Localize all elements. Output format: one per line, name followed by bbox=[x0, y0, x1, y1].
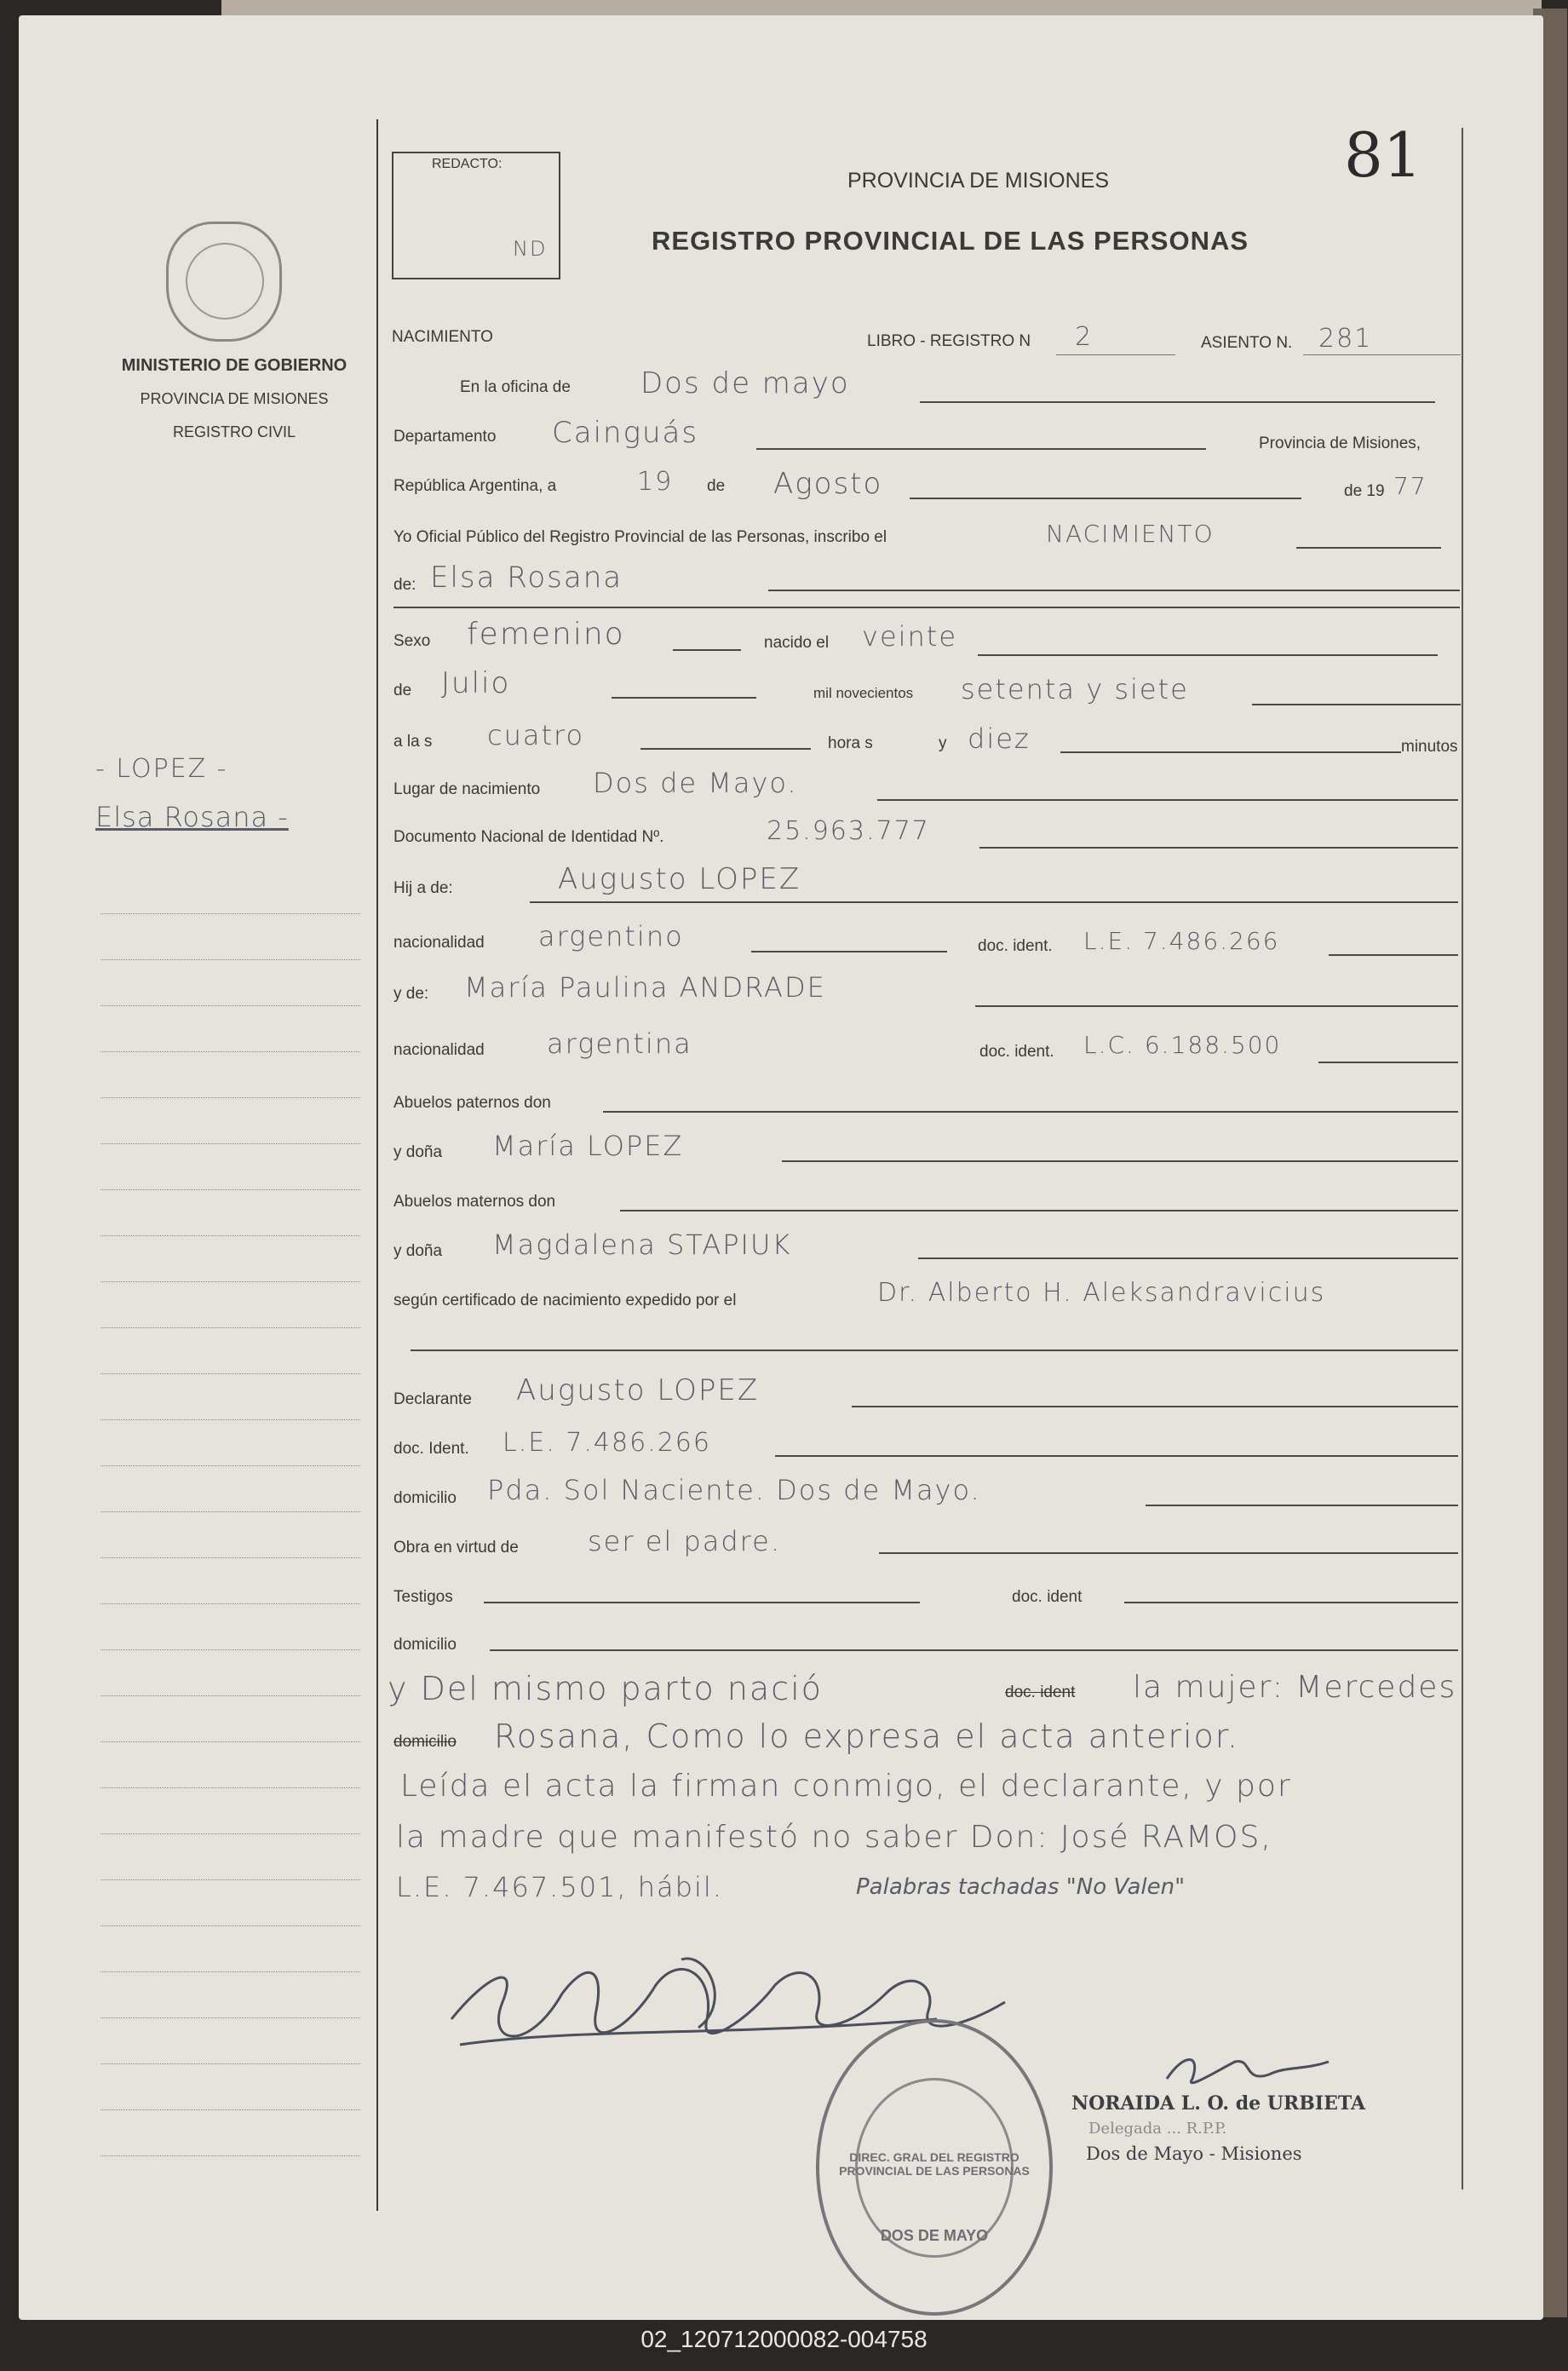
libro-label: LIBRO - REGISTRO N bbox=[867, 332, 1031, 350]
official-stamp bbox=[816, 2019, 1053, 2316]
yde-label: y de: bbox=[393, 985, 429, 1003]
madre-value: María Paulina ANDRADE bbox=[464, 971, 826, 1004]
oficial-value: NACIMIENTO bbox=[1046, 520, 1215, 548]
testigos-label: Testigos bbox=[393, 1588, 453, 1606]
margin-dotted-line bbox=[101, 1005, 360, 1006]
margin-dotted-line bbox=[101, 1971, 360, 1972]
year-value: 77 bbox=[1393, 472, 1427, 500]
lugar-label: Lugar de nacimiento bbox=[393, 780, 541, 798]
margin-dotted-line bbox=[101, 1695, 360, 1696]
note-line-1b: la mujer: Mercedes bbox=[1133, 1670, 1457, 1705]
domicilio-label: domicilio bbox=[393, 1489, 457, 1507]
left-rule bbox=[376, 119, 378, 2211]
margin-dotted-line bbox=[101, 1097, 360, 1098]
declarante-label: Declarante bbox=[393, 1390, 472, 1408]
margin-dotted-line bbox=[101, 1511, 360, 1512]
margin-surname: - LOPEZ - bbox=[95, 754, 228, 784]
redacto-initials: ND bbox=[513, 237, 548, 261]
margin-dotted-line bbox=[101, 1281, 360, 1282]
image-caption: 02_120712000082-004758 bbox=[640, 2326, 928, 2352]
margin-dotted-line bbox=[101, 913, 360, 914]
departamento-value: Cainguás bbox=[552, 416, 699, 450]
header-title: REGISTRO PROVINCIAL DE LAS PERSONAS bbox=[652, 226, 1249, 256]
abuela-pat-value: María LOPEZ bbox=[492, 1130, 684, 1162]
redacto-label: REDACTO: bbox=[432, 157, 503, 171]
note-line-1: y Del mismo parto nació bbox=[388, 1670, 823, 1707]
margin-dotted-line bbox=[101, 1787, 360, 1788]
madre-doc-value: L.C. 6.188.500 bbox=[1083, 1031, 1282, 1059]
dni-label: Documento Nacional de Identidad Nº. bbox=[393, 828, 664, 846]
certificado-label: según certificado de nacimiento expedido por el bbox=[393, 1292, 737, 1309]
margin-dotted-line bbox=[101, 1649, 360, 1650]
hora-value: cuatro bbox=[487, 719, 585, 751]
hora-label: hora s bbox=[828, 734, 873, 752]
note-line-5: L.E. 7.467.501, hábil. bbox=[396, 1871, 723, 1903]
margin-dotted-line bbox=[101, 1327, 360, 1328]
official-place: Dos de Mayo - Misiones bbox=[1086, 2144, 1302, 2164]
de-label: de bbox=[707, 477, 726, 495]
header-province: PROVINCIA DE MISIONES bbox=[847, 169, 1110, 193]
hijo-label: Hij a de: bbox=[393, 879, 453, 897]
official-name: NORAIDA L. O. de URBIETA bbox=[1071, 2092, 1366, 2115]
republica-label: República Argentina, a bbox=[393, 477, 557, 495]
margin-dotted-line bbox=[101, 2155, 360, 2156]
margin-dotted-line bbox=[101, 1235, 360, 1236]
margin-dotted-line bbox=[101, 1741, 360, 1742]
padre-nac-value: argentino bbox=[538, 920, 684, 952]
margin-dotted-line bbox=[101, 2017, 360, 2018]
margin-dotted-line bbox=[101, 1189, 360, 1190]
abuelos-mat-label: Abuelos maternos don bbox=[393, 1193, 556, 1211]
provincia-label: Provincia de Misiones, bbox=[1259, 434, 1422, 452]
margin-dotted-line bbox=[101, 1143, 360, 1144]
madre-nac-label: nacionalidad bbox=[393, 1041, 485, 1059]
ministry-office: REGISTRO CIVIL bbox=[172, 423, 296, 440]
struck-docident: doc. ident bbox=[1005, 1683, 1076, 1701]
abuela-mat-label: y doña bbox=[393, 1242, 443, 1260]
page-number: 81 bbox=[1344, 119, 1422, 191]
margin-dotted-line bbox=[101, 1603, 360, 1604]
mil-value: setenta y siete bbox=[961, 673, 1189, 705]
abuelos-pat-label: Abuelos paternos don bbox=[393, 1094, 551, 1112]
oficina-value: Dos de mayo bbox=[640, 366, 850, 400]
nacido-label: nacido el bbox=[764, 634, 830, 652]
stamp-center: DOS DE MAYO bbox=[880, 2227, 989, 2244]
padre-value: Augusto LOPEZ bbox=[558, 862, 801, 896]
margin-given-name: Elsa Rosana - bbox=[95, 801, 289, 833]
testigos-doc-label: doc. ident bbox=[1012, 1588, 1083, 1606]
mil-label: mil novecientos bbox=[813, 685, 914, 701]
month-value: Agosto bbox=[773, 467, 883, 501]
departamento-label: Departamento bbox=[393, 428, 497, 446]
domicilio-value: Pda. Sol Naciente. Dos de Mayo. bbox=[487, 1474, 981, 1506]
oficial-label: Yo Oficial Público del Registro Provincial de las Personas, inscribo el bbox=[393, 528, 887, 546]
margin-dotted-line bbox=[101, 2109, 360, 2110]
struck-domicilio: domicilio bbox=[393, 1733, 457, 1751]
margin-dotted-line bbox=[101, 1925, 360, 1926]
alas-label: a la s bbox=[393, 733, 433, 751]
margin-dotted-line bbox=[101, 1373, 360, 1374]
margin-dotted-line bbox=[101, 2063, 360, 2064]
lugar-value: Dos de Mayo. bbox=[593, 767, 798, 799]
day-value: 19 bbox=[637, 467, 674, 497]
oficina-label: En la oficina de bbox=[460, 378, 571, 396]
margin-dotted-line bbox=[101, 1557, 360, 1558]
note-tail: Palabras tachadas "No Valen" bbox=[856, 1874, 1186, 1900]
madre-nac-value: argentina bbox=[547, 1027, 692, 1060]
asiento-label: ASIENTO N. bbox=[1201, 334, 1293, 352]
obra-label: Obra en virtud de bbox=[393, 1539, 519, 1557]
de-name-label: de: bbox=[393, 576, 416, 594]
de-month-label: de bbox=[393, 682, 412, 699]
libro-value: 2 bbox=[1075, 322, 1094, 352]
sexo-label: Sexo bbox=[393, 632, 431, 650]
decl-doc-label: doc. Ident. bbox=[393, 1440, 469, 1458]
minutos-label: minutos bbox=[1401, 738, 1458, 756]
year-label: de 19 bbox=[1344, 482, 1385, 500]
nacido-value: veinte bbox=[862, 620, 958, 653]
sexo-value: femenino bbox=[467, 617, 625, 652]
padre-nac-label: nacionalidad bbox=[393, 934, 485, 952]
margin-dotted-line bbox=[101, 959, 360, 960]
y-label: y bbox=[939, 734, 947, 752]
abuela-mat-value: Magdalena STAPIUK bbox=[492, 1229, 792, 1261]
declarante-value: Augusto LOPEZ bbox=[516, 1373, 760, 1407]
note-line-4: la madre que manifestó no saber Don: José RAMOS, bbox=[396, 1820, 1272, 1855]
note-line-2: Rosana, Como lo expresa el acta anterior. bbox=[494, 1718, 1239, 1755]
redacto-box bbox=[392, 152, 560, 279]
margin-dotted-line bbox=[101, 1465, 360, 1466]
domicilio2-label: domicilio bbox=[393, 1636, 457, 1654]
madre-doc-label: doc. ident. bbox=[979, 1043, 1054, 1061]
margin-dotted-line bbox=[101, 1879, 360, 1880]
abuela-pat-label: y doña bbox=[393, 1143, 443, 1161]
padre-doc-value: L.E. 7.486.266 bbox=[1083, 927, 1280, 955]
minutos-value: diez bbox=[968, 722, 1031, 755]
padre-doc-label: doc. ident. bbox=[978, 937, 1053, 955]
act-type-label: NACIMIENTO bbox=[392, 328, 493, 346]
margin-dotted-line bbox=[101, 1051, 360, 1052]
decl-doc-value: L.E. 7.486.266 bbox=[503, 1428, 711, 1458]
right-rule bbox=[1462, 128, 1463, 2190]
stamp-text: DIREC. GRAL DEL REGISTRO PROVINCIAL DE LAS PERSONAS bbox=[839, 2150, 1030, 2178]
margin-dotted-line bbox=[101, 1419, 360, 1420]
certificado-value: Dr. Alberto H. Aleksandravicius bbox=[877, 1278, 1326, 1308]
ministry-province: PROVINCIA DE MISIONES bbox=[140, 390, 329, 407]
asiento-value: 281 bbox=[1318, 324, 1373, 354]
ministry-title: MINISTERIO DE GOBIERNO bbox=[121, 356, 347, 375]
obra-value: ser el padre. bbox=[588, 1525, 781, 1557]
name-value: Elsa Rosana bbox=[430, 561, 623, 595]
dni-value: 25.963.777 bbox=[767, 816, 930, 846]
province-seal bbox=[166, 222, 282, 342]
official-signature bbox=[1158, 2045, 1346, 2096]
birth-month-value: Julio bbox=[441, 666, 511, 700]
margin-dotted-line bbox=[101, 1833, 360, 1834]
official-role: Delegada ... R.P.P. bbox=[1088, 2120, 1227, 2138]
note-line-3: Leída el acta la firman conmigo, el declarante, y por bbox=[400, 1769, 1292, 1804]
